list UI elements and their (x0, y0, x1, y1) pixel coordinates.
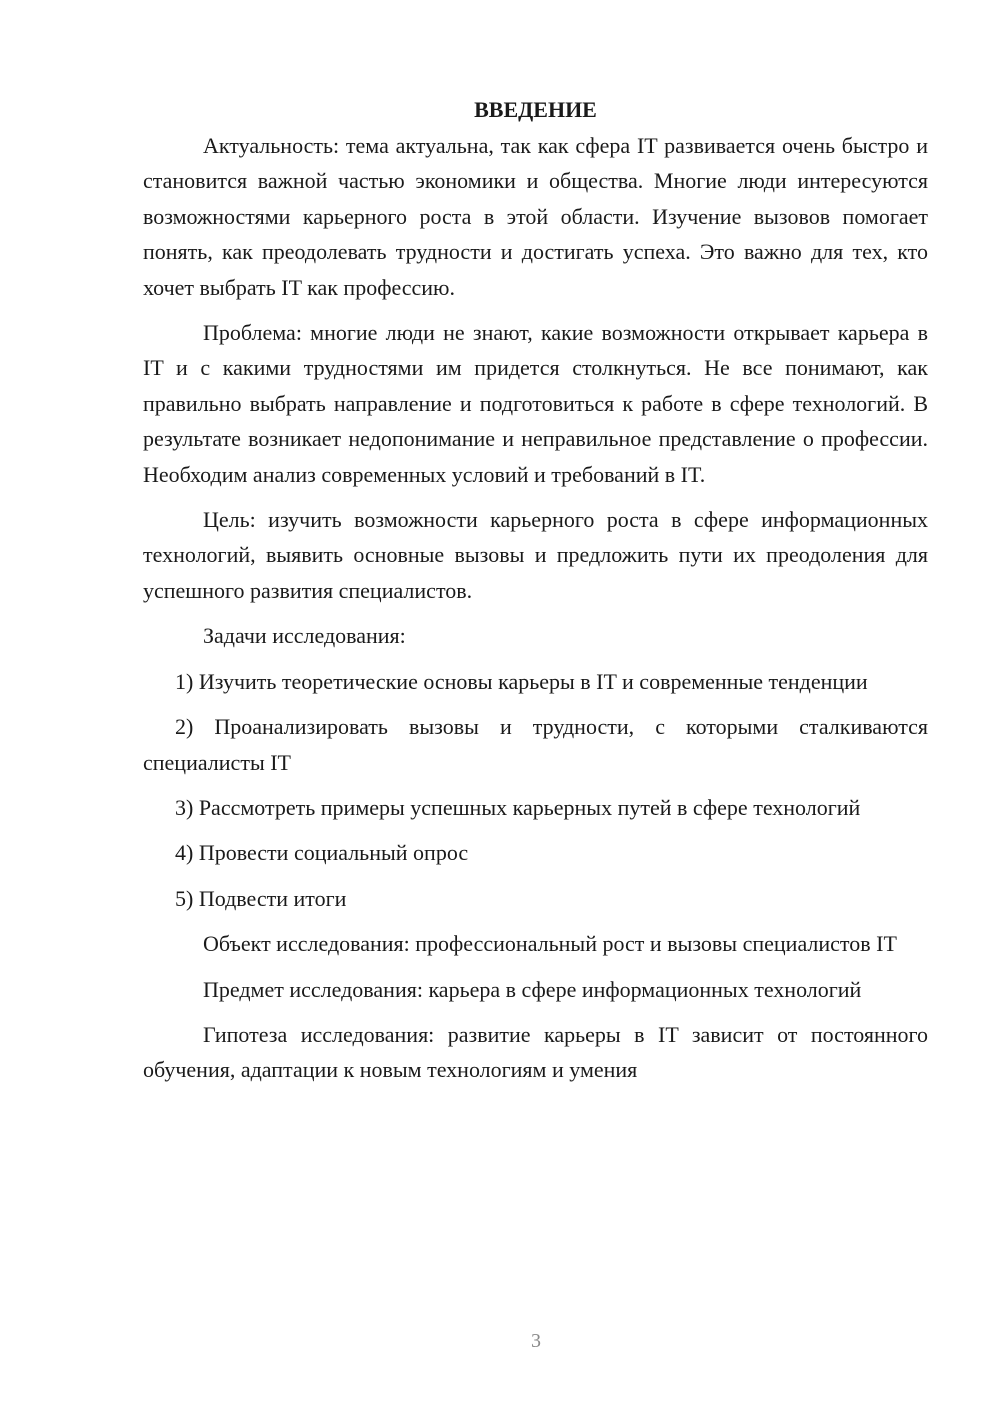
paragraph-problem: Проблема: многие люди не знают, какие возможности открывает карьера в IT и с какими трудностями им придется столкнуться. Не все понимают, как правильно выбрать направление и подготовиться к работе в сфере технологий. В результате возникает недопонимание и неправильное представление о профессии. Необходим анализ современных условий и требований в IT. (143, 320, 928, 487)
paragraph-goal: Цель: изучить возможности карьерного роста в сфере информационных технологий, выявить основные вызовы и предложить пути их преодоления для успешного развития специалистов. (143, 507, 928, 603)
page-content (143, 92, 928, 1088)
list-item: 4) Провести социальный опрос (175, 840, 469, 866)
list-item: 2) Проанализировать вызовы и трудности, с которыми сталкиваются специалисты IT (143, 714, 928, 775)
tasks-list (143, 664, 928, 916)
tasks-heading: Задачи исследования: (203, 623, 406, 649)
list-item: 5) Подвести итоги (175, 885, 347, 911)
list-item: 1) Изучить теоретические основы карьеры в IT и современные тенденции (175, 668, 868, 694)
paragraph-subject: Предмет исследования: карьера в сфере информационных технологий (203, 976, 862, 1002)
list-item: 3) Рассмотреть примеры успешных карьерных путей в сфере технологий (175, 794, 861, 820)
paragraph-object: Объект исследования: профессиональный рост и вызовы специалистов IT (203, 931, 897, 957)
paragraph-hypothesis: Гипотеза исследования: развитие карьеры в IT зависит от постоянного обучения, адаптации к новым технологиям и умения (143, 1021, 928, 1083)
page-number: 3 (531, 1330, 541, 1352)
paragraph-relevance: Актуальность: тема актуальна, так как сфера IT развивается очень быстро и становится важной частью экономики и общества. Многие люди интересуются возможностями карьерного роста в этой области. Изучение вызовов помогает понять, как преодолевать трудности и достигать успеха. Это важно для тех, кто хочет выбрать IT как профессию. (143, 133, 928, 300)
section-title: ВВЕДЕНИЕ (474, 97, 597, 122)
